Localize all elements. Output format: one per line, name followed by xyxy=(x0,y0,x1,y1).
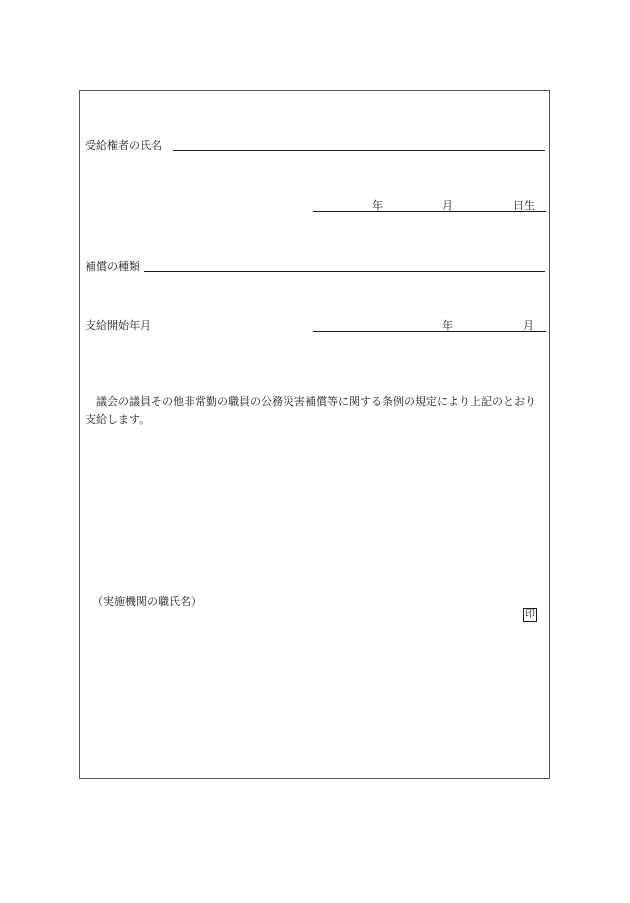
recipient-name-label: 受給権者の氏名 xyxy=(85,139,162,152)
birth-month-label: 月 xyxy=(442,199,453,212)
payment-start-year-label: 年 xyxy=(442,319,453,332)
recipient-name-field[interactable] xyxy=(173,150,545,151)
compensation-type-label: 補償の種類 xyxy=(85,260,140,273)
birth-day-label: 日生 xyxy=(513,199,535,212)
form-frame xyxy=(79,90,550,779)
agency-label: （実施機関の職氏名） xyxy=(92,595,202,608)
seal-icon: 印 xyxy=(525,609,535,620)
payment-start-field[interactable] xyxy=(313,331,546,332)
payment-start-month-label: 月 xyxy=(523,319,534,332)
birth-year-label: 年 xyxy=(372,199,383,212)
statement-text: 議会の議員その他非常勤の職員の公務災害補償等に関する条例の規定により上記のとおり支給します。 xyxy=(85,395,536,426)
birth-date-field[interactable] xyxy=(313,211,546,212)
compensation-type-field[interactable] xyxy=(144,271,545,272)
payment-start-label: 支給開始年月 xyxy=(85,319,151,332)
